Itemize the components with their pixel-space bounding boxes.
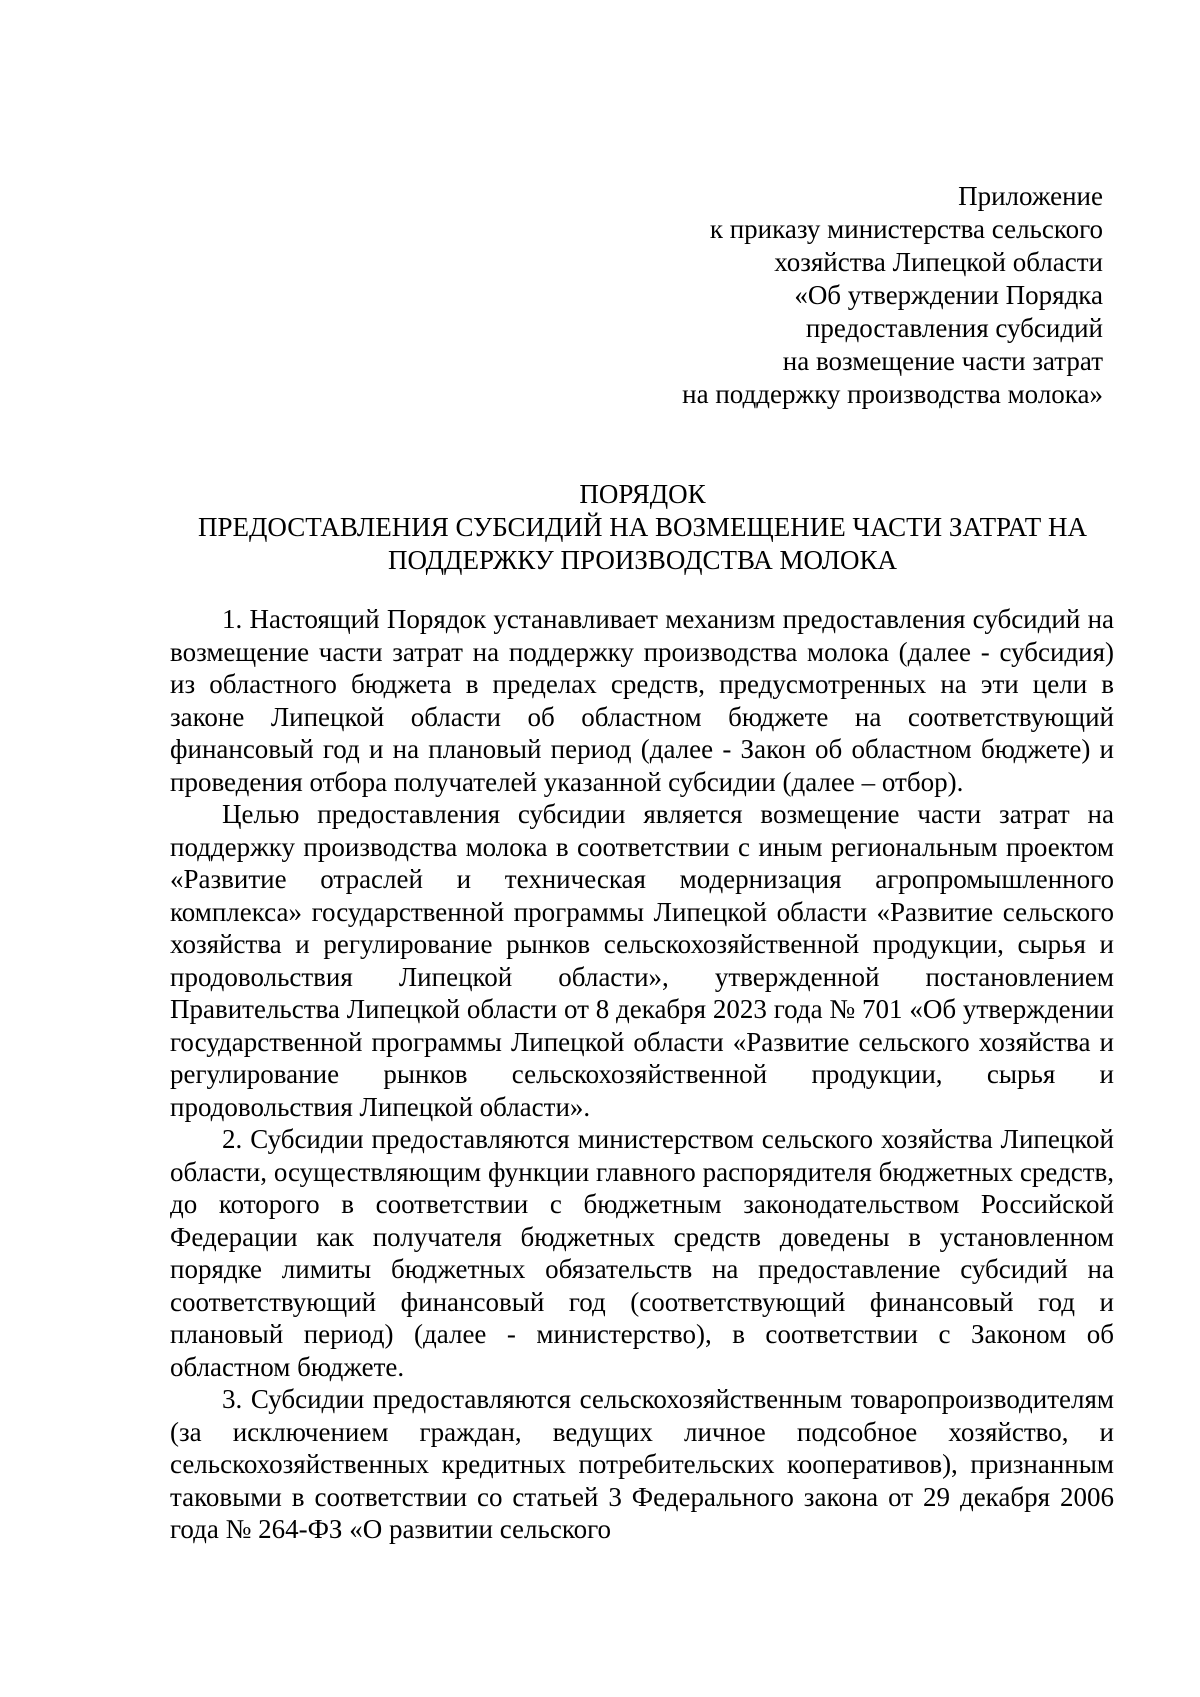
appendix-line: Приложение xyxy=(958,181,1103,211)
document-title xyxy=(170,478,1115,577)
appendix-line: предоставления субсидий xyxy=(805,313,1103,343)
document-body xyxy=(170,603,1114,1546)
paragraph-1: 1. Настоящий Порядок устанавливает механизм предоставления субсидий на возмещение части затрат на поддержку производства молока (далее - субсидия) из областного бюджета в пределах средств, предусмотренных на эти цели в законе Липецкой области об областном бюджете на соответствующий финансовый год и на плановый период (далее - Закон об областном бюджете) и проведения отбора получателей указанной субсидии (далее – отбор). xyxy=(170,604,1114,797)
appendix-line: на возмещение части затрат xyxy=(782,346,1103,376)
appendix-line: к приказу министерства сельского xyxy=(709,214,1103,244)
appendix-line: на поддержку производства молока» xyxy=(682,379,1103,409)
paragraph-2: 2. Субсидии предоставляются министерством сельского хозяйства Липецкой области, осуществляющим функции главного распорядителя бюджетных средств, до которого в соответствии с бюджетным законодательством Российской Федерации как получателя бюджетных средств доведены в установленном порядке лимиты бюджетных обязательств на предоставление субсидий на соответствующий финансовый год (соответствующий финансовый год и плановый период) (далее - министерство), в соответствии с Законом об областном бюджете. xyxy=(170,1124,1114,1382)
title-line: ПОДДЕРЖКУ ПРОИЗВОДСТВА МОЛОКА xyxy=(387,545,898,575)
paragraph-goal: Целью предоставления субсидии является возмещение части затрат на поддержку производства молока в соответствии с иным региональным проектом «Развитие отраслей и техническая модернизация агропромышленного комплекса» государственной программы Липецкой области «Развитие сельского хозяйства и регулирование рынков сельскохозяйственной продукции, сырья и продовольствия Липецкой области», утвержденной постановлением Правительства Липецкой области от 8 декабря 2023 года № 701 «Об утверждении государственной программы Липецкой области «Развитие сельского хозяйства и регулирование рынков сельскохозяйственной продукции, сырья и продовольствия Липецкой области». xyxy=(170,799,1114,1122)
title-line: ПОРЯДОК xyxy=(579,479,706,509)
appendix-line: «Об утверждении Порядка xyxy=(794,280,1103,310)
paragraph-3: 3. Субсидии предоставляются сельскохозяйственным товаропроизводителям (за исключением граждан, ведущих личное подсобное хозяйство, и сельскохозяйственных кредитных потребительских кооперативов), признанным таковыми в соответствии со статьей 3 Федерального закона от 29 декабря 2006 года № 264-ФЗ «О развитии сельского xyxy=(170,1384,1114,1544)
appendix-line: хозяйства Липецкой области xyxy=(774,247,1103,277)
title-line: ПРЕДОСТАВЛЕНИЯ СУБСИДИЙ НА ВОЗМЕЩЕНИЕ ЧАСТИ ЗАТРАТ НА xyxy=(198,512,1087,542)
appendix-block xyxy=(543,180,1103,411)
